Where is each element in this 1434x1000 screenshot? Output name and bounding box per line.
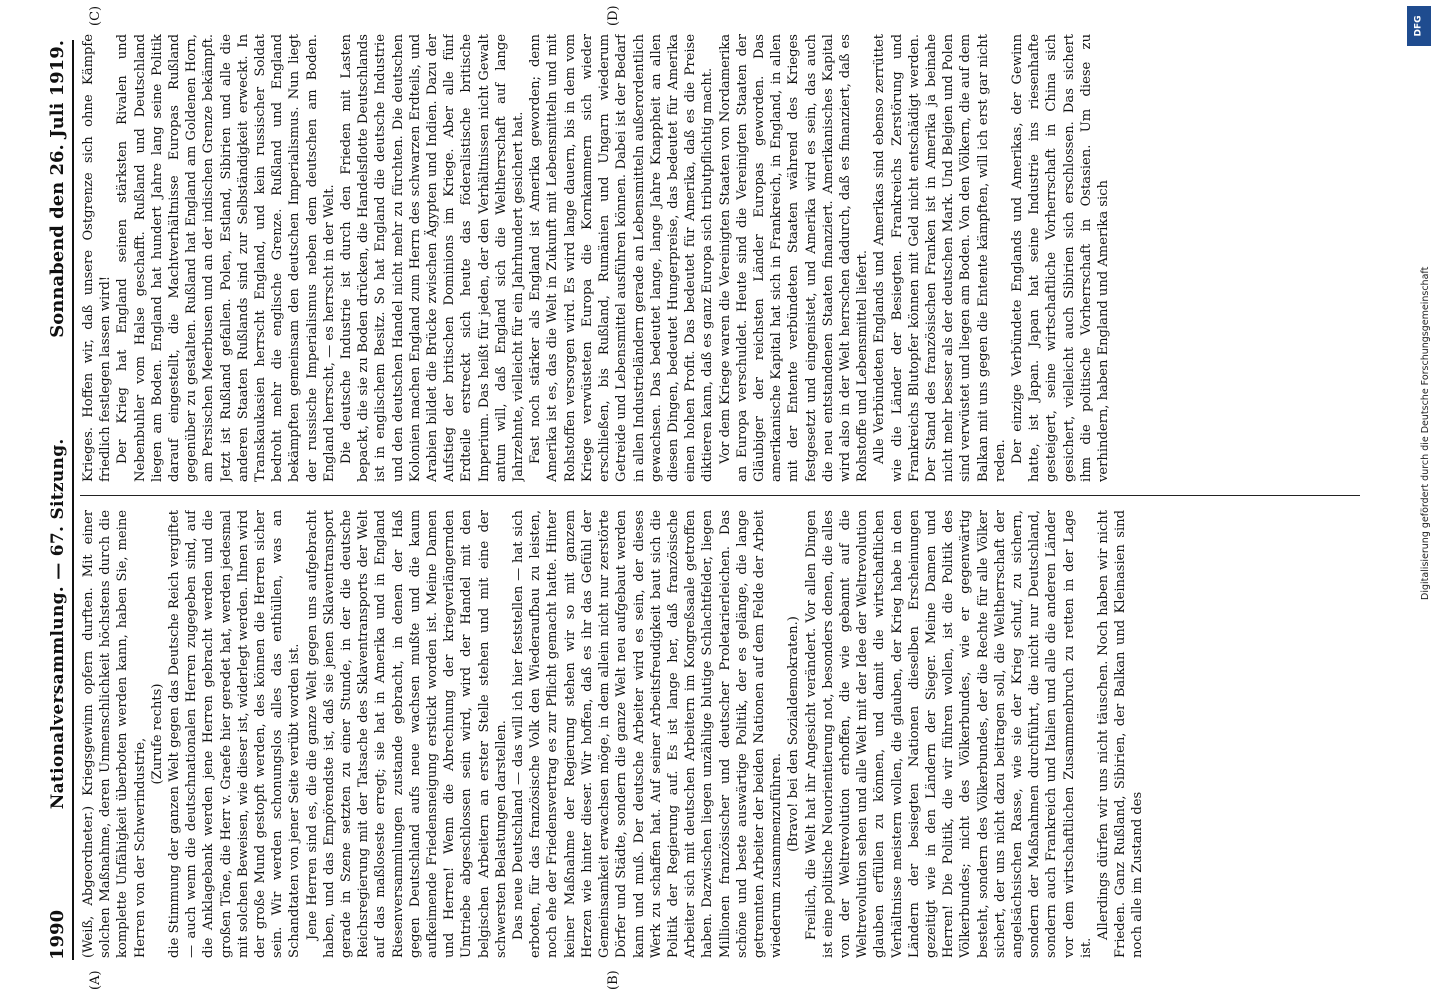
- header-rule: [72, 40, 74, 960]
- left-paragraph: (Weiß, Abgeordneter.) Kriegsgewinn opfern durften. Mit einer solchen Maßnahme, deren Unmenschlichkeit höchstens durch die komplette Unfähigkeit überboten werden kann, haben Sie, meine Herren von der Schwerindustrie,: [81, 510, 148, 958]
- left-paragraph: Das neue Deutschland — das will ich hier feststellen — hat sich erboten, für das französische Volk den Wiederaufbau zu leisten, noch ehe der Friedensvertrag es zur Pflicht gemacht hatte. Hinter keiner Maßnahme der Regierung stehen wir so mit ganzem Herzen wie hinter dieser. Wir hoffen, daß es ihr das Gefühl der Gemeinsamkeit erwachsen möge, in dem allein nicht nur zerstörte Dörfer und Städte, sondern die ganze Welt neu aufgebaut werden kann und muß. Der deutsche Arbeiter wird es sein, der dieses Werk zu schaffen hat. Auf seiner Arbeitsfreudigkeit baut sich die Politik der Regierung auf. Es ist lange her, daß französische Arbeiter sich mit deutschen Arbeitern im Kongreßsaale getroffen haben. Dazwischen liegen unzählige blutige Schlachtfelder, liegen Millionen französischer und deutscher Proletarierleichen. Das schöne und beste auswärtige Politik, der es gelänge, die lange getrennten Arbeiter der beiden Nationen auf dem Felde der Arbeit wiederum zusammenzuführen.: [511, 510, 785, 958]
- right-paragraph: Vor dem Kriege waren die Vereinigten Staaten von Nordamerika an Europa verschuldet. Heute sind die Vereinigten Staaten der Gläubiger der reichsten Länder Europas geworden. Das amerikanische Kapital hat sich in Frankreich, in England, in allen mit der Entente verbündeten Staaten während des Krieges festgesetzt und eingenistet, und Amerika wird es sein, das auch die neu entstandenen Staaten finanziert. Amerikanisches Kapital wird also in der Welt herrschen dadurch, daß es finanziert, daß es Rohstoffe und Lebensmittel liefert.: [717, 34, 871, 482]
- left-paragraph: Allerdings dürfen wir uns nicht täuschen. Noch haben wir nicht Frieden. Ganz Rußland, Sibirien, der Balkan und Kleinasien sind noch alle im Zustand des: [1095, 510, 1146, 958]
- digitization-credit: Digitalisierung gefördert durch die Deutsche Forschungsgemeinschaft: [1420, 266, 1431, 600]
- margin-mark-d: (D): [606, 5, 621, 26]
- right-paragraph: Der einzige Verbündete Englands und Amerikas, der Gewinn hatte, ist Japan. Japan hat seine Industrie ins riesenhafte gesteigert, seine wirtschaftliche Vorherrschaft in China sich gesichert, vielleicht auch Sibirien sich erschlossen. Das sichert ihm die politische Vorherrschaft in Ostasien. Um diese zu verhindern, haben England und Amerika sich: [1009, 34, 1111, 482]
- right-paragraph: Die deutsche Industrie ist durch den Frieden mit Lasten bepackt, die sie zu Boden drücken, die Handelsflotte Deutschlands ist in englischem Besitz. So hat England die deutsche Industrie und den deutschen Handel nicht mehr zu fürchten. Die deutschen Kolonien machen England zum Herrn des schwarzen Erdteils, und Arabien bildet die Brücke zwischen Ägypten und Indien. Dazu der Aufstieg der britischen Dominions im Kriege. Aber alle fünf Erdteile erstreckt sich heute das föderalistische britische Imperium. Das heißt für jeden, der den Verhältnissen nicht Gewalt antun will, daß England sich die Weltherrschaft auf lange Jahrzehnte, vielleicht für ein Jahrhundert gesichert hat.: [339, 34, 527, 482]
- interjection: (Bravo! bei den Sozialdemokraten.): [786, 616, 802, 852]
- dfg-logo-text: DFG: [1413, 15, 1424, 37]
- right-paragraph: Krieges. Hoffen wir, daß unsere Ostgrenze sich ohne Kämpfe friedlich festlegen lassen wird!: [81, 34, 114, 482]
- left-paragraph: die Stimmung der ganzen Welt gegen das Deutsche Reich vergiftet — auch wenn die deutschnationalen Herren zugegeben sind, auf die Anklagebank werden jene Herren gebracht werden und die großen Töne, die Herr v. Graefe hier geredet hat, werden jedesmal mit solchen Beweisen, wie dieser ist, widerlegt werden. Ihnen wird der große Mund gestopft werden, des können die Herren sicher sein. Wir werden schonungslos alles das enthüllen, was an Schandtaten von jener Seite verübt worden ist.: [167, 510, 303, 958]
- digitization-credit-strip: [1404, 0, 1434, 1000]
- margin-mark-a: (A): [88, 970, 103, 990]
- left-text-column: [80, 510, 1370, 958]
- left-paragraph: Jene Herren sind es, die die ganze Welt gegen uns aufgebracht haben, und das Empörendste ist, daß sie jenen Sklaventransport gerade in Szene setzten zu einer Stunde, in der die deutsche Reichsregierung mit der Tatsache des Sklaventransports der Welt auf das maßloseste erregt; sie hat in Amerika und in England Riesenversammlungen zustande gebracht, in denen der Haß gegen Deutschland aufs neue wachsen mußte und die kaum aufkeimende Friedensneigung erstickt worden ist. Meine Damen und Herren! Wenn die Abrechnung der kriegverlängernden Umtriebe abgeschlossen sein wird, wird der Handel mit den belgischen Arbeitern an erster Stelle stehen und mit eine der schwersten Belastungen darstellen.: [304, 510, 509, 958]
- margin-mark-b: (B): [606, 970, 621, 990]
- left-paragraph: Freilich, die Welt hat ihr Angesicht verändert. Vor allen Dingen ist eine politische Neuorientierung not, besonders denen, die alles von der Weltrevolution erhoffen, die wie gebannt auf die Weltrevolution sehen und alle Welt mit der Idee der Weltrevolution glauben erfüllen zu können, und damit die wirtschaftlichen Verhältnisse meistern wollen, die glauben, der Krieg habe in den Ländern der besiegten Nationen dieselben Erscheinungen gezeitigt wie in den Ländern der Sieger. Meine Damen und Herren! Die Politik, die wir führen wollen, ist die Politik des Völkerbundes; nicht des Völkerbundes, wie er gegenwärtig besteht, sondern des Völkerbundes, der die Rechte für alle Völker sichert, der uns nicht dazu beitragen soll, die Weltherrschaft der angelsächsischen Rasse, wie sie der Krieg schuf, zu sichern, sondern der Maßnahmen durchführt, die nicht nur Deutschland, sondern auch Frankreich und Italien und alle die anderen Länder vor dem wirtschaftlichen Zusammenbruch zu retten in der Lage ist.: [803, 510, 1094, 958]
- right-paragraph: Alle Verbündeten Englands und Amerikas sind ebenso zerrüttet wie die Länder der Besiegten. Frankreichs Zerstörung und Frankreichs Blutopfer können mit Geld nicht entschädigt werden. Der Stand des französischen Franken ist in Amerika ja beinahe nicht mehr besser als der deutschen Mark. Und Belgien und Polen sind verwüstet und liegen am Boden. Von den Völkern, die auf dem Balkan mit uns gegen die Entente kämpften, will ich erst gar nicht reden.: [872, 34, 1008, 482]
- session-date: Sonnabend den 26. Juli 1919.: [47, 40, 68, 338]
- page-header: [38, 40, 68, 960]
- page-number: 1990: [47, 909, 68, 960]
- right-paragraph: Der Krieg hat England seinen stärksten Rivalen und Nebenbuhler vom Halse geschafft. Rußland und Deutschland liegen am Boden. England hat hundert Jahre lang seine Politik darauf eingestellt, die Machtverhältnisse Europas Rußland gegenüber zu gestalten. Rußland hat England am Goldenen Horn, am Persischen Meerbusen und an der indischen Grenze bekämpft. Jetzt ist Rußland gefallen. Polen, Estland, Sibirien und alle die anderen Staaten Rußlands sind zur Selbständigkeit erweckt. In Transkaukasien herrscht England, und kein russischer Soldat bedroht mehr die englische Grenze. Rußland und England bekämpften gemeinsam den deutschen Imperialismus. Nun liegt der russische Imperialismus neben dem deutschen am Boden. England herrscht, — es herrscht in der Welt.: [115, 34, 337, 482]
- right-text-column: [80, 34, 1370, 482]
- margin-mark-c: (C): [88, 5, 103, 26]
- right-paragraph: Fast noch stärker als England ist Amerika geworden; denn Amerika ist es, das die Welt in Zukunft mit Lebensmitteln und mit Rohstoffen versorgen wird. Es wird lange dauern, bis in dem vom Kriege verwüsteten Europa die Kornkammern sich wieder erschließen, bis Rußland, Rumänien und Ungarn wiederum Getreide und Lebensmittel ausführen können. Dabei ist der Bedarf in allen Industrieländern gerade an Lebensmitteln außerordentlich gewachsen. Das bedeutet lange, lange Jahre Knappheit an allen diesen Dingen, bedeutet Hungerpreise, das bedeutet für Amerika einen hohen Profit. Das bedeutet für Amerika, daß es die Preise diktieren kann, daß es ganz Europa sich tributpflichtig macht.: [528, 34, 716, 482]
- column-divider: [80, 495, 1360, 496]
- interjection: (Zurufe rechts): [149, 683, 165, 785]
- session-title: Nationalversammlung. — 67. Sitzung.: [48, 438, 68, 810]
- dfg-logo: [1407, 6, 1431, 46]
